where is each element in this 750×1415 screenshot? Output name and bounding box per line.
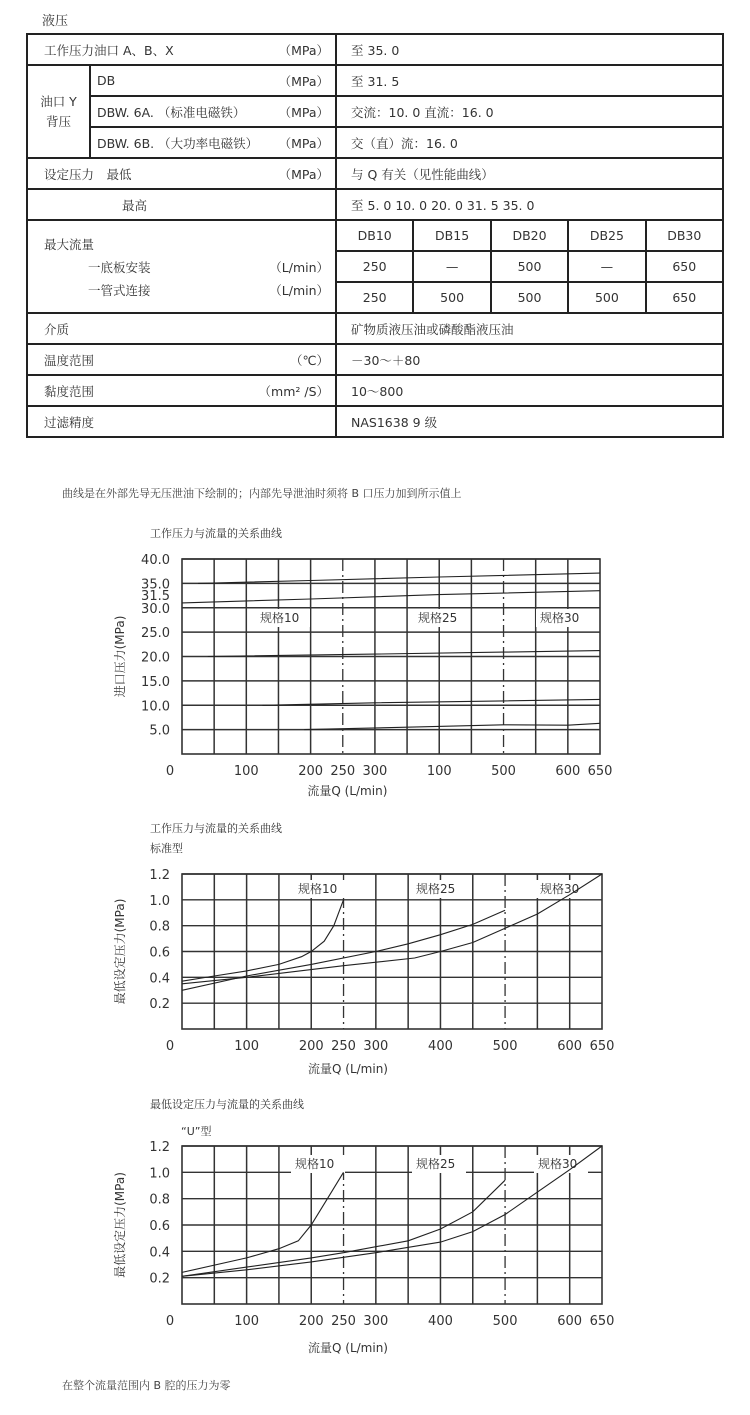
- x-tick-label: 650: [589, 1039, 615, 1054]
- region-label: 规格30: [540, 882, 580, 896]
- label: 黏度范围: [44, 383, 95, 399]
- unit: （MPa）: [278, 166, 330, 182]
- x-tick-label: 0: [165, 1314, 175, 1329]
- chart-title: 最低设定压力与流量的关系曲线: [150, 1098, 304, 1111]
- series-line: [198, 573, 600, 583]
- section-title: 液压: [42, 14, 69, 29]
- x-tick-label: 500: [492, 1039, 518, 1054]
- y-tick-label: 25.0: [141, 626, 170, 642]
- y-axis-label: 进口压力(MPa): [113, 615, 127, 698]
- unit: （MPa）: [278, 104, 330, 120]
- region-label: 规格30: [538, 1157, 578, 1171]
- x-tick-label: 600: [557, 1314, 583, 1329]
- series-line: [262, 699, 600, 705]
- value-cell: NAS1638 9 级: [336, 406, 723, 437]
- unit: （MPa）: [278, 42, 330, 58]
- x-tick-label: 600: [557, 1039, 583, 1054]
- series-line: [304, 723, 600, 729]
- value-cell: 至 5. 0 10. 0 20. 0 31. 5 35. 0: [336, 189, 723, 220]
- flow-cell: 500: [568, 282, 645, 313]
- x-tick-label: 500: [492, 1314, 518, 1329]
- x-tick-label: 0: [165, 1039, 175, 1054]
- header-cell: DB10: [336, 220, 413, 251]
- y-tick-label: 5.0: [149, 723, 170, 739]
- unit: （mm² /S）: [258, 383, 330, 399]
- x-tick-label: 200: [298, 764, 324, 779]
- y-tick-label: 1.2: [149, 1140, 170, 1155]
- label: DBW. 6B. （大功率电磁铁）: [97, 135, 259, 151]
- series-line: [208, 651, 600, 657]
- x-tick-label: 650: [587, 764, 613, 779]
- value-cell: 交（直）流：16. 0: [336, 127, 723, 158]
- region-label: 规格10: [295, 1157, 335, 1171]
- x-tick-label: 650: [589, 1314, 615, 1329]
- y-tick-label: 0.2: [149, 997, 170, 1013]
- note-bottom: 在整个流量范围内 B 腔的压力为零: [62, 1379, 231, 1392]
- region-label: 规格25: [418, 611, 458, 625]
- x-tick-label: 100: [234, 1314, 260, 1329]
- value-cell: 至 35. 0: [336, 34, 723, 65]
- value-cell: 矿物质液压油或磷酸酯液压油: [336, 313, 723, 344]
- flow-cell: 500: [491, 282, 568, 313]
- series-line: [182, 1172, 344, 1272]
- label: 设定压力 最低: [44, 166, 132, 182]
- x-tick-label: 250: [330, 764, 356, 779]
- y-tick-label: 0.8: [149, 919, 170, 935]
- value-cell: 与 Q 有关（见性能曲线）: [336, 158, 723, 189]
- label: DB: [97, 73, 116, 88]
- y-tick-label: 0.8: [149, 1192, 170, 1208]
- flow-cell: 250: [336, 251, 413, 282]
- y-tick-label: 0.6: [149, 1219, 170, 1234]
- chart-subtitle: “U”型: [181, 1125, 212, 1138]
- chart-1: [112, 526, 612, 798]
- y-axis-label: 最低设定压力(MPa): [113, 1172, 127, 1278]
- x-tick-label: 0: [165, 764, 175, 779]
- value-cell: 交流：10. 0 直流：16. 0: [336, 96, 723, 127]
- flow-sub-unit: （L/min）: [269, 260, 330, 275]
- label: DBW. 6A. （标准电磁铁）: [97, 104, 246, 120]
- unit: （MPa）: [278, 135, 330, 151]
- flow-cell: 650: [646, 282, 723, 313]
- port-y-label: 油口 Y 背压: [27, 65, 90, 158]
- chart-3: [112, 1097, 614, 1355]
- flow-sub-unit: （L/min）: [269, 283, 330, 298]
- chart-2: [112, 821, 614, 1076]
- x-tick-label: 250: [331, 1314, 356, 1329]
- y-tick-label: 30.0: [141, 601, 170, 617]
- x-tick-label: 600: [555, 764, 581, 779]
- x-tick-label: 100: [426, 764, 452, 779]
- max-flow-label: 最大流量: [44, 237, 95, 252]
- flow-sub-label: 一底板安装: [88, 260, 151, 275]
- header-cell: DB30: [646, 220, 723, 251]
- y-tick-label: 0.6: [149, 945, 170, 961]
- note-top: 曲线是在外部先导无压泄油下绘制的；内部先导泄油时须将 B 口压力加到所示值上: [62, 487, 462, 500]
- y-tick-label: 0.4: [149, 1245, 170, 1261]
- chart-title: 工作压力与流量的关系曲线: [150, 527, 282, 540]
- region-label: 规格10: [298, 882, 338, 896]
- flow-cell: 500: [413, 282, 490, 313]
- x-tick-label: 200: [298, 1314, 324, 1329]
- x-tick-label: 250: [331, 1039, 356, 1054]
- y-axis-label: 最低设定压力(MPa): [113, 898, 127, 1005]
- x-tick-label: 400: [428, 1039, 453, 1054]
- x-tick-label: 300: [363, 1039, 389, 1054]
- y-tick-label: 20.0: [141, 650, 170, 666]
- y-tick-label: 10.0: [141, 699, 170, 715]
- y-tick-label: 35.0: [141, 577, 170, 593]
- value-cell: 10～800: [336, 375, 723, 406]
- x-tick-label: 400: [428, 1314, 453, 1329]
- flow-cell: —: [568, 251, 645, 282]
- header-cell: DB20: [491, 220, 568, 251]
- unit: （MPa）: [278, 73, 330, 89]
- region-label: 规格25: [416, 1157, 456, 1171]
- x-tick-label: 100: [233, 764, 259, 779]
- unit: （℃）: [289, 352, 330, 368]
- y-tick-label: 0.4: [149, 971, 170, 987]
- y-tick-label: 1.0: [149, 1166, 170, 1182]
- y-tick-label: 31.5: [141, 589, 170, 605]
- label: 过滤精度: [44, 414, 95, 430]
- flow-cell: —: [413, 251, 490, 282]
- label: 工作压力油口 A、B、X: [44, 42, 174, 58]
- x-tick-label: 300: [363, 1314, 389, 1329]
- header-cell: DB15: [413, 220, 490, 251]
- value-cell: 至 31. 5: [336, 65, 723, 96]
- flow-sub-label: 一管式连接: [88, 283, 151, 298]
- flow-cell: 650: [646, 251, 723, 282]
- x-tick-label: 100: [234, 1039, 260, 1054]
- x-tick-label: 500: [491, 764, 516, 779]
- chart-subtitle: 标准型: [150, 842, 183, 855]
- label-cell: 最高: [27, 189, 336, 220]
- x-axis-label: 流量Q (L/min): [308, 1062, 388, 1076]
- value-cell: －30～＋80: [336, 344, 723, 375]
- label: 介质: [44, 321, 70, 337]
- region-label: 规格10: [260, 611, 300, 625]
- series-line: [182, 591, 600, 603]
- y-tick-label: 0.2: [149, 1271, 170, 1287]
- x-axis-label: 流量Q (L/min): [308, 1341, 388, 1355]
- region-label: 规格25: [416, 882, 456, 896]
- region-label: 规格30: [540, 611, 580, 625]
- x-tick-label: 300: [362, 764, 388, 779]
- y-tick-label: 40.0: [141, 553, 170, 568]
- flow-cell: 500: [491, 251, 568, 282]
- label: 温度范围: [44, 352, 95, 368]
- y-tick-label: 1.0: [149, 893, 170, 909]
- chart-title: 工作压力与流量的关系曲线: [150, 822, 282, 835]
- x-axis-label: 流量Q (L/min): [307, 784, 388, 798]
- y-tick-label: 15.0: [141, 674, 170, 690]
- x-tick-label: 200: [298, 1039, 324, 1054]
- flow-cell: 250: [336, 282, 413, 313]
- y-tick-label: 1.2: [149, 868, 170, 883]
- header-cell: DB25: [568, 220, 645, 251]
